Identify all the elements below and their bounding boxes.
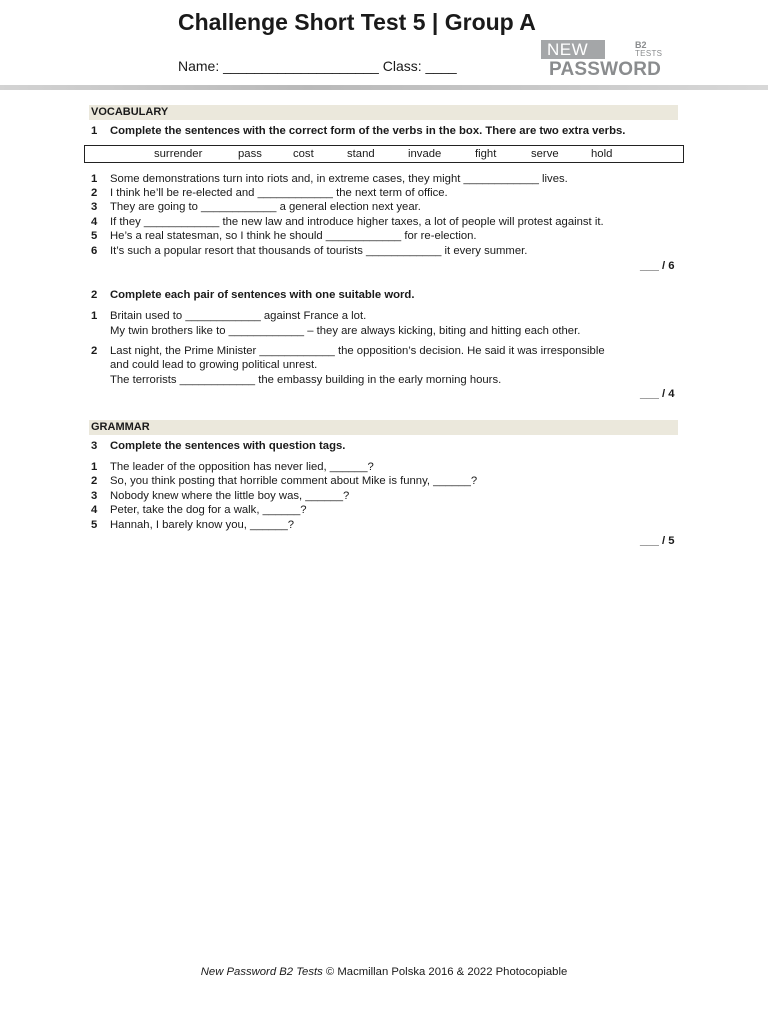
header-divider — [0, 85, 768, 90]
exercise-item: So, you think posting that horrible comment about Mike is funny, ______? — [110, 475, 478, 487]
exercise-item: Some demonstrations turn into riots and, in extreme cases, they might ____________ lives. — [110, 173, 568, 185]
item-number: 1 — [91, 310, 98, 322]
item-number: 3 — [91, 201, 98, 213]
word-box-item: pass — [238, 148, 262, 160]
word-box-item: serve — [531, 148, 559, 160]
exercise-item-line: The terrorists ____________ the embassy building in the early morning hours. — [110, 374, 502, 386]
logo-b2-label: B2 — [635, 40, 647, 50]
name-class-line: Name: ____________________ Class: ____ — [178, 58, 457, 74]
section-heading-grammar: GRAMMAR — [89, 420, 678, 435]
exercise-instruction: Complete each pair of sentences with one suitable word. — [110, 289, 415, 301]
new-password-logo — [541, 40, 671, 80]
word-box-item: cost — [293, 148, 314, 160]
word-box-item: hold — [591, 148, 613, 160]
score-box: ___ / 6 — [640, 260, 675, 272]
exercise-instruction: Complete the sentences with the correct form of the verbs in the box. There are two extra verbs. — [110, 125, 626, 137]
item-number: 4 — [91, 216, 98, 228]
exercise-number: 2 — [91, 289, 98, 301]
section-heading-vocabulary: VOCABULARY — [89, 105, 678, 120]
exercise-item: Peter, take the dog for a walk, ______? — [110, 504, 307, 516]
item-number: 2 — [91, 345, 98, 357]
score-box: ___ / 5 — [640, 535, 675, 547]
word-box-item: fight — [475, 148, 497, 160]
item-number: 1 — [91, 173, 98, 185]
exercise-item: The leader of the opposition has never lied, ______? — [110, 461, 374, 473]
word-box — [84, 145, 684, 163]
item-number: 2 — [91, 187, 98, 199]
logo-password-label: PASSWORD — [549, 59, 662, 80]
exercise-item: They are going to ____________ a general election next year. — [110, 201, 421, 213]
exercise-item: Hannah, I barely know you, ______? — [110, 519, 295, 531]
exercise-item: Nobody knew where the little boy was, ______? — [110, 490, 350, 502]
word-box-item: stand — [347, 148, 375, 160]
footer-book-title: New Password B2 Tests — [200, 966, 323, 978]
item-number: 2 — [91, 475, 98, 487]
exercise-instruction: Complete the sentences with question tags. — [110, 440, 346, 452]
exercise-number: 3 — [91, 440, 98, 452]
word-box-item: surrender — [154, 148, 203, 160]
item-number: 5 — [91, 230, 98, 242]
footer-copyright: © Macmillan Polska 2016 & 2022 Photocopiable — [322, 966, 568, 978]
logo-new-label: NEW — [541, 40, 605, 59]
exercise-item-line: and could lead to growing political unrest. — [110, 359, 318, 371]
item-number: 6 — [91, 245, 98, 257]
exercise-item-line: Britain used to ____________ against France a lot. — [110, 310, 367, 322]
exercise-number: 1 — [91, 125, 98, 137]
score-box: ___ / 4 — [640, 388, 675, 400]
item-number: 1 — [91, 461, 98, 473]
item-number: 4 — [91, 504, 98, 516]
item-number: 3 — [91, 490, 98, 502]
exercise-item: I think he’ll be re-elected and ____________ the next term of office. — [110, 187, 448, 199]
logo-tests-label: TESTS — [635, 49, 663, 58]
exercise-item-line: Last night, the Prime Minister ____________ the opposition’s decision. He said it was irresponsible — [110, 345, 605, 357]
exercise-item-line: My twin brothers like to ____________ – they are always kicking, biting and hitting each other. — [110, 325, 581, 337]
word-box-item: invade — [408, 148, 442, 160]
exercise-item: It’s such a popular resort that thousands of tourists ____________ it every summer. — [110, 245, 528, 257]
exercise-item: He’s a real statesman, so I think he should ____________ for re-election. — [110, 230, 477, 242]
item-number: 5 — [91, 519, 98, 531]
exercise-item: If they ____________ the new law and introduce higher taxes, a lot of people will protest against it. — [110, 216, 604, 228]
page-footer — [0, 966, 768, 978]
page-title: Challenge Short Test 5 | Group A — [178, 9, 536, 35]
